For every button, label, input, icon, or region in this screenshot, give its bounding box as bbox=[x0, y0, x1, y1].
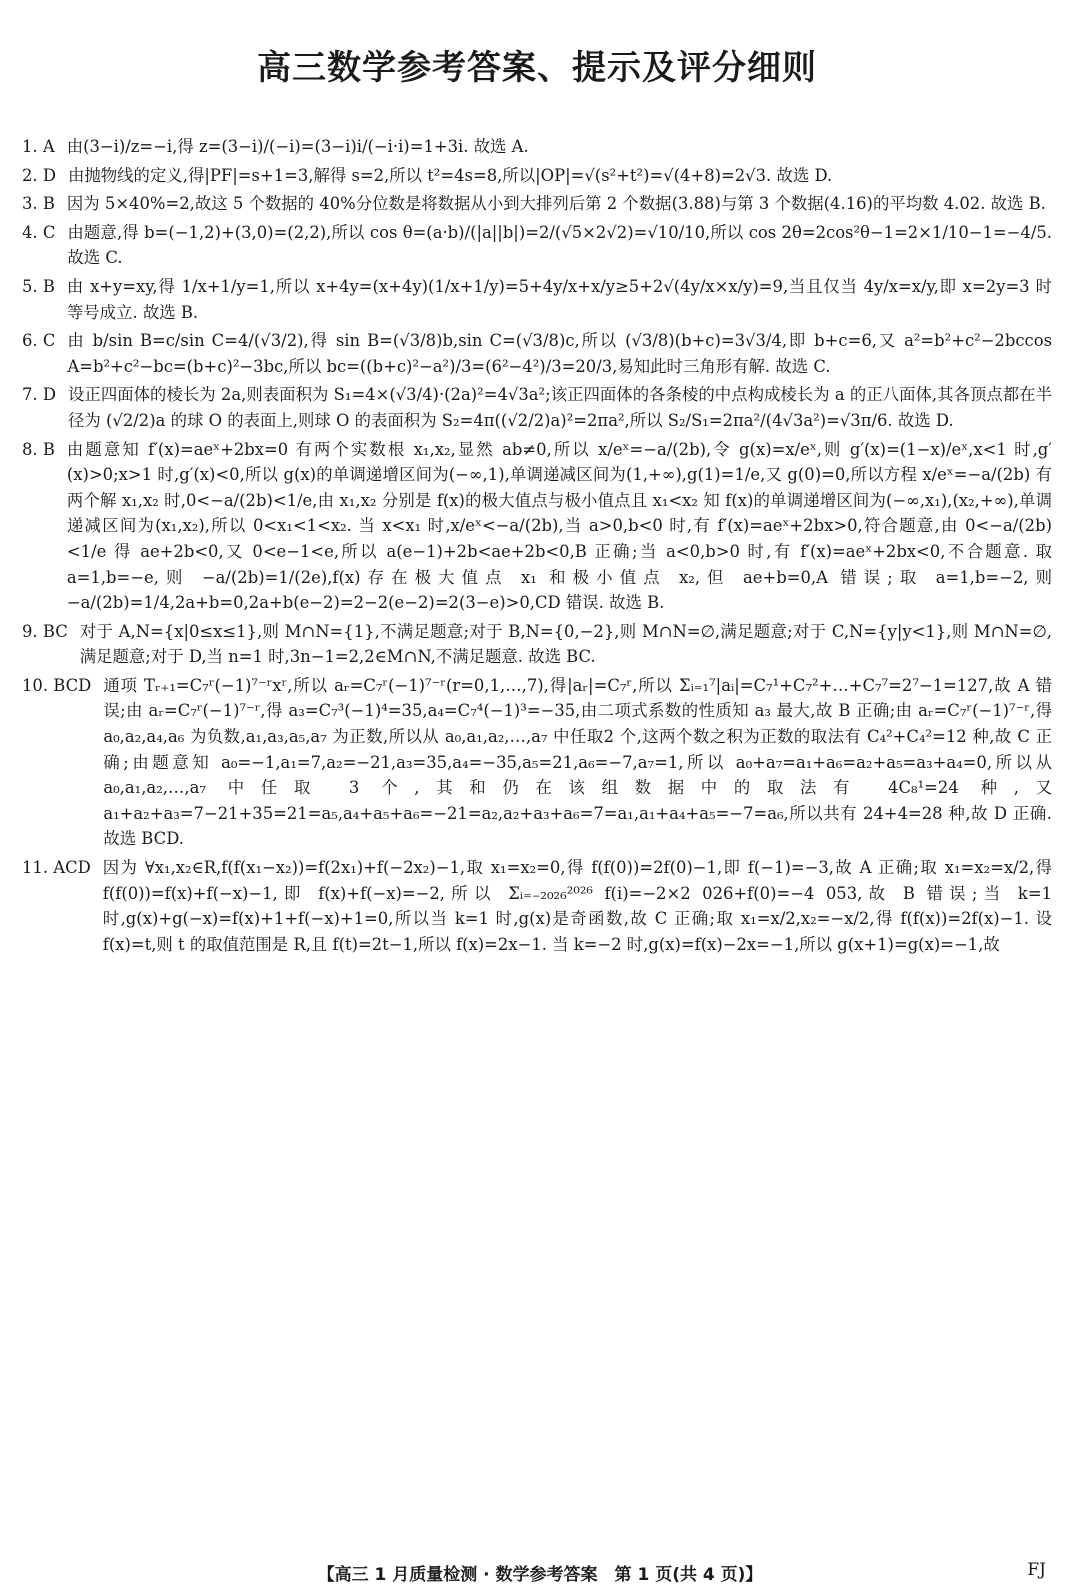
answer-number: 5. B bbox=[22, 276, 55, 296]
answer-item bbox=[22, 382, 1052, 433]
answer-item bbox=[22, 274, 1052, 325]
answer-explanation: 通项 Tᵣ₊₁=C₇ʳ(−1)⁷⁻ʳxʳ,所以 aᵣ=C₇ʳ(−1)⁷⁻ʳ(r=0,1,…,7),得|aᵣ|=C₇ʳ,所以 Σᵢ₌₁⁷|aᵢ|=C₇¹+C₇²+…+C₇⁷=2⁷−1=127,故 A 错误;由 aᵣ=C₇ʳ(−1)⁷⁻ʳ,得 a₃=C₇³(−1)⁴=35,a₄=C₇⁴(−1)³=−35,由二项式系数的性质知 a₃ 最大,故 B 正确;由 aᵣ=C₇ʳ(−1)⁷⁻ʳ,得 a₀,a₂,a₄,a₆ 为负数,a₁,a₃,a₅,a₇ 为正数,所以从 a₀,a₁,a₂,…,a₇ 中任取2 个,这两个数之积为正数的取法有 C₄²+C₄²=12 种,故 C 正确;由题意知 a₀=−1,a₁=7,a₂=−21,a₃=35,a₄=−35,a₅=21,a₆=−7,a₇=1,所以 a₀+a₇=a₁+a₆=a₂+a₅=a₃+a₄=0,所以从 a₀,a₁,a₂,…,a₇ 中任取 3 个,其和仍在该组数据中的取法有 4C₈¹=24 种,又 a₁+a₂+a₃=7−21+35=21=a₅,a₄+a₅+a₆=−21=a₂,a₂+a₃+a₆=7=a₁,a₁+a₄+a₅=−7=a₆,所以共有 24+4=28 种,故 D 正确. 故选 BCD. bbox=[103, 675, 1058, 849]
answer-item bbox=[22, 220, 1058, 271]
answer-list bbox=[22, 134, 1058, 957]
answer-explanation: 由 x+y=xy,得 1/x+1/y=1,所以 x+4y=(x+4y)(1/x+1/y)=5+4y/x+x/y≥5+2√(4y/x×x/y)=9,当且仅当 4y/x=x/y,即 x=2y=3 时等号成立. 故选 B. bbox=[66, 276, 1052, 322]
answer-number: 1. A bbox=[22, 137, 55, 156]
answer-number: 11. ACD bbox=[22, 858, 91, 878]
answer-item bbox=[22, 855, 1058, 957]
answer-explanation: 由抛物线的定义,得|PF|=s+1=3,解得 s=2,所以 t²=4s=8,所以|OP|=√(s²+t²)=√(4+8)=2√3. 故选 D. bbox=[68, 165, 833, 185]
answer-item bbox=[22, 673, 1058, 852]
answer-number: 8. B bbox=[22, 439, 55, 459]
answer-number: 7. D bbox=[22, 385, 56, 405]
answer-number: 2. D bbox=[22, 165, 56, 185]
answer-explanation: 由题意,得 b=(−1,2)+(3,0)=(2,2),所以 cos θ=(a·b)/(|a||b|)=2/(√5×2√2)=√10/10,所以 cos 2θ=2cos²θ−1=2×1/10−1=−4/5. 故选 C. bbox=[67, 222, 1058, 268]
answer-number: 10. BCD bbox=[22, 675, 92, 695]
answer-explanation: 由(3−i)/z=−i,得 z=(3−i)/(−i)=(3−i)i/(−i·i)=1+3i. 故选 A. bbox=[66, 137, 529, 156]
answer-item bbox=[22, 134, 1052, 160]
answer-item bbox=[22, 437, 1058, 616]
answer-item bbox=[22, 163, 1052, 189]
answer-number: 4. C bbox=[22, 222, 56, 242]
answer-item bbox=[22, 619, 1052, 670]
answer-number: 9. BC bbox=[22, 621, 68, 641]
page-title: 高三数学参考答案、提示及评分细则 bbox=[257, 48, 817, 88]
footer-code: FJ bbox=[1027, 1560, 1046, 1580]
answer-item bbox=[22, 328, 1058, 379]
answer-explanation: 由题意知 f′(x)=aeˣ+2bx=0 有两个实数根 x₁,x₂,显然 ab≠0,所以 x/eˣ=−a/(2b),令 g(x)=x/eˣ,则 g′(x)=(1−x)/eˣ,x<1 时,g′(x)>0;x>1 时,g′(x)<0,所以 g(x)的单调递增区间为(−∞,1),单调递减区间为(1,+∞),g(1)=1/e,又 g(0)=0,所以方程 x/eˣ=−a/(2b) 有两个解 x₁,x₂ 时,0<−a/(2b)<1/e,由 x₁,x₂ 分别是 f(x)的极大值点与极小值点且 x₁<x₂ 知 f(x)的单调递增区间为(−∞,x₁),(x₂,+∞),单调递减区间为(x₁,x₂),所以 0<x₁<1<x₂. 当 x<x₁ 时,x/eˣ<−a/(2b),当 a>0,b<0 时,有 f′(x)=aeˣ+2bx>0,符合题意,由 0<−a/(2b)<1/e 得 ae+2b<0,又 0<e−1<e,所以 a(e−1)+2b<ae+2b<0,B 正确;当 a<0,b>0 时,有 f′(x)=aeˣ+2bx<0,不合题意. 取 a=1,b=−e,则 −a/(2b)=1/(2e),f(x)存在极大值点 x₁ 和极小值点 x₂,但 ae+b=0,A 错误;取 a=1,b=−2,则 −a/(2b)=1/4,2a+b=0,2a+b(e−2)=2−2(e−2)=2(3−e)>0,CD 错误. 故选 B. bbox=[66, 439, 1058, 613]
answer-number: 6. C bbox=[22, 331, 56, 351]
answer-number: 3. B bbox=[22, 194, 55, 214]
footer-text: 【高三 1 月质量检测 · 数学参考答案 第 1 页(共 4 页)】 bbox=[317, 1565, 763, 1585]
answer-explanation: 由 b/sin B=c/sin C=4/(√3/2),得 sin B=(√3/8)b,sin C=(√3/8)c,所以 (√3/8)(b+c)=3√3/4,即 b+c=6,又 a²=b²+c²−2bccos A=b²+c²−bc=(b+c)²−3bc,所以 bc=((b+c)²−a²)/3=(6²−4²)/3=20/3,易知此时三角形有解. 故选 C. bbox=[67, 331, 1058, 376]
answer-item bbox=[22, 191, 1052, 217]
answer-explanation: 设正四面体的棱长为 2a,则表面积为 S₁=4×(√3/4)·(2a)²=4√3a²;该正四面体的各条棱的中点构成棱长为 a 的正八面体,其各顶点都在半径为 (√2/2)a 的球 O 的表面上,则球 O 的表面积为 S₂=4π((√2/2)a)²=2πa²,所以 S₂/S₁=2πa²/(4√3a²)=√3π/6. 故选 D. bbox=[68, 385, 1052, 430]
page-footer bbox=[0, 1560, 1080, 1586]
answer-explanation: 对于 A,N={x|0≤x≤1},则 M∩N={1},不满足题意;对于 B,N={0,−2},则 M∩N=∅,满足题意;对于 C,N={y|y<1},则 M∩N=∅,满足题意;对于 D,当 n=1 时,3n−1=2,2∈M∩N,不满足题意. 故选 BC. bbox=[79, 621, 1052, 667]
answer-explanation: 因为 5×40%=2,故这 5 个数据的 40%分位数是将数据从小到大排列后第 2 个数据(3.88)与第 3 个数据(4.16)的平均数 4.02. 故选 B. bbox=[66, 194, 1046, 214]
answer-explanation: 因为 ∀x₁,x₂∈R,f(f(x₁−x₂))=f(2x₁)+f(−2x₂)−1,取 x₁=x₂=0,得 f(f(0))=2f(0)−1,即 f(−1)=−3,故 A 正确;取 x₁=x₂=x/2,得 f(f(0))=f(x)+f(−x)−1,即 f(x)+f(−x)=−2,所以 Σᵢ₌₋₂₀₂₆²⁰²⁶ f(i)=−2×2 026+f(0)=−4 053,故 B 错误;当 k=1 时,g(x)+g(−x)=f(x)+1+f(−x)+1=0,所以当 k=1 时,g(x)是奇函数,故 C 正确;取 x₁=x/2,x₂=−x/2,得 f(f(x))=2f(x)−1. 设 f(x)=t,则 t 的取值范围是 R,且 f(t)=2t−1,所以 f(x)=2x−1. 当 k=−2 时,g(x)=f(x)−2x=−1,所以 g(x+1)=g(x)=−1,故 bbox=[102, 858, 1058, 954]
